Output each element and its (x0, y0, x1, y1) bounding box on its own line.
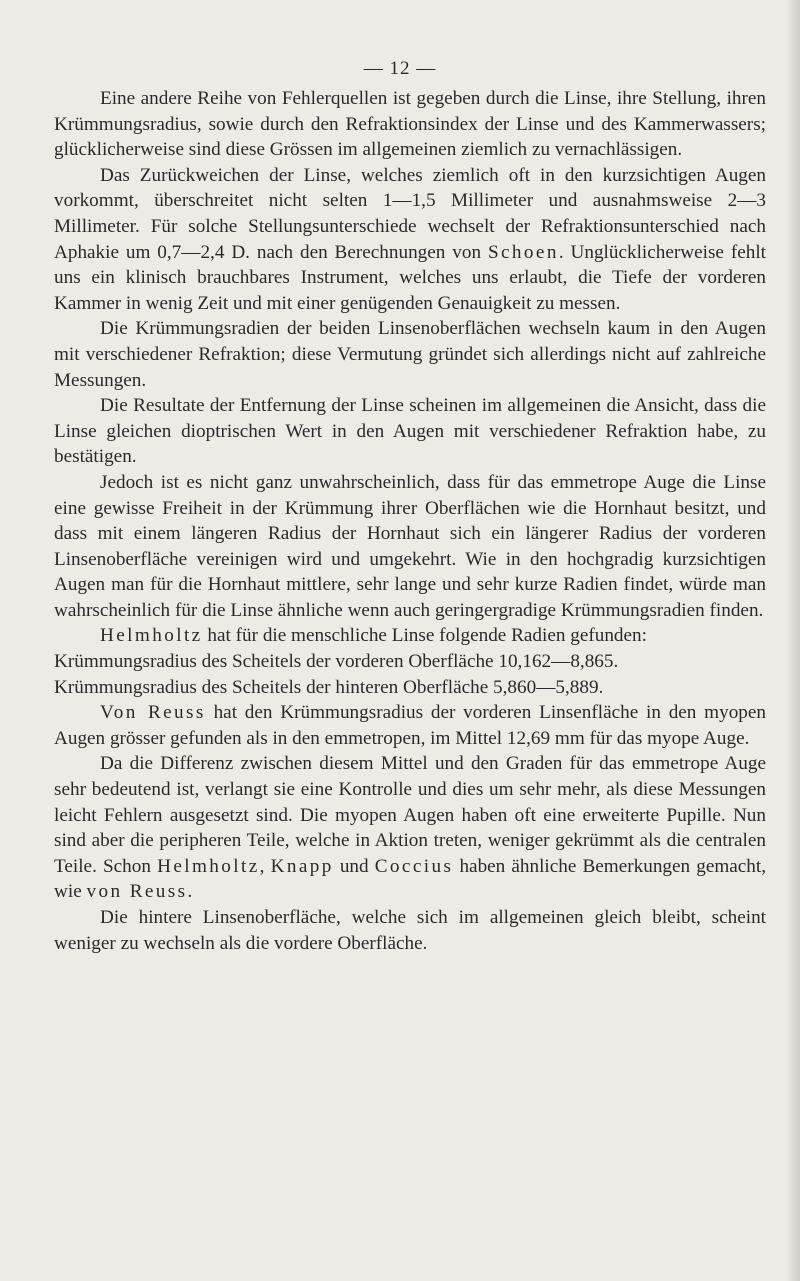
paragraph-reuss-findings (54, 700, 766, 751)
paragraph-back-surface: Die hintere Linsenoberfläche, welche sich im allgemeinen gleich bleibt, scheint weniger zu wechseln als die vordere Oberfläche. (54, 907, 766, 954)
paragraph-difference-control (54, 751, 766, 905)
paragraph-text: Da die Differenz zwischen diesem Mittel und den Graden für das emmetrope Auge sehr bedeutend ist, verlangt sie eine Kontrolle und dies um sehr mehr, als diese Messungen leicht Fehlern ausgesetzt sind. Die myopen Augen haben oft eine erweiterte Pupille. Nun sind aber die peripheren Teile, welche in Aktion treten, weniger gekrümmt als die centralen Teile. Schon (54, 753, 766, 877)
paragraph-lens-displacement (54, 163, 766, 317)
paragraph-lens-removal-results: Die Resultate der Entfernung der Linse scheinen im allgemeinen die Ansicht, dass die Linse gleichen dioptrischen Wert in den Augen mit verschiedener Refraktion habe, zu bestätigen. (54, 395, 766, 468)
page-edge-shadow (786, 0, 800, 1281)
paragraph-lens-error-sources: Eine andere Reihe von Fehlerquellen ist gegeben durch die Linse, ihre Stellung, ihren Krümmungsradius, sowie durch den Refraktionsindex der Linse und des Kammerwassers; glücklicherweise sind diese Grössen im allgemeinen ziemlich zu vernachlässigen. (54, 88, 766, 161)
page-number: — 12 — (363, 58, 437, 79)
body-text (54, 86, 766, 956)
separator: und (333, 855, 375, 877)
author-name: Coccius (374, 855, 454, 877)
radius-back-surface: Krümmungsradius des Scheitels der hinteren Oberfläche 5,860—5,889. (54, 676, 604, 698)
paragraph-helmholtz-radii (54, 623, 766, 649)
author-name: Von Reuss (100, 702, 206, 724)
paragraph-curvature-radii: Die Krümmungsradien der beiden Linsenoberflächen wechseln kaum in den Augen mit verschiedener Refraktion; diese Vermutung gründet sich allerdings nicht auf zahlreiche Messungen. (54, 318, 766, 391)
paragraph-text: hat für die menschliche Linse folgende Radien gefunden: (207, 625, 647, 647)
author-name: Helmholtz (100, 625, 203, 647)
paragraph-text: Das Zurückweichen der Linse, welches ziemlich oft in den kurzsichtigen Augen vorkommt, überschreitet nicht selten 1—1,5 Millimeter und ausnahmsweise 2—3 Millimeter. Für solche Stellungsunterschiede wechselt der Refraktionsunterschied nach Aphakie um 0,7—2,4 D. nach den Berechnungen von (54, 164, 766, 263)
author-name: von Reuss (86, 881, 188, 903)
paragraph-text: haben ähnliche Bemerkungen gemacht, wie (54, 855, 767, 903)
paragraph-emmetropic-lens: Jedoch ist es nicht ganz unwahrscheinlich, dass für das emmetrope Auge die Linse eine gewisse Freiheit in der Krümmung ihrer Oberflächen wie die Hornhaut besitzt, und dass mit einem längeren Radius der Hornhaut sich ein längerer Radius der vorderen Linsenoberfläche vereinigen wird und umgekehrt. Wie in den hochgradig kurzsichtigen Augen man für die Hornhaut mittlere, sehr lange und sehr kurze Radien findet, würde man wahrscheinlich für die Linse ähnliche wenn auch geringergradige Krümmungsradien finden. (54, 471, 766, 621)
paragraph-text: . Unglücklicherweise fehlt uns ein klinisch brauchbares Instrument, welches uns erlaubt, die Tiefe der vorderen Kammer in wenig Zeit und mit einer genügenden Genauigkeit zu messen. (54, 241, 766, 314)
separator: , (259, 855, 271, 877)
paragraph-text: . (187, 881, 193, 903)
paragraph-text: hat den Krümmungsradius der vorderen Linsenfläche in den myopen Augen grösser gefunden als in den emmetropen, im Mittel 12,69 mm für das myope Auge. (54, 702, 766, 749)
radius-front-surface: Krümmungsradius des Scheitels der vorderen Oberfläche 10,162—8,865. (54, 651, 619, 673)
author-name: Knapp (270, 855, 334, 877)
author-name: Schoen (487, 241, 559, 263)
author-name: Helmholtz (157, 855, 260, 877)
